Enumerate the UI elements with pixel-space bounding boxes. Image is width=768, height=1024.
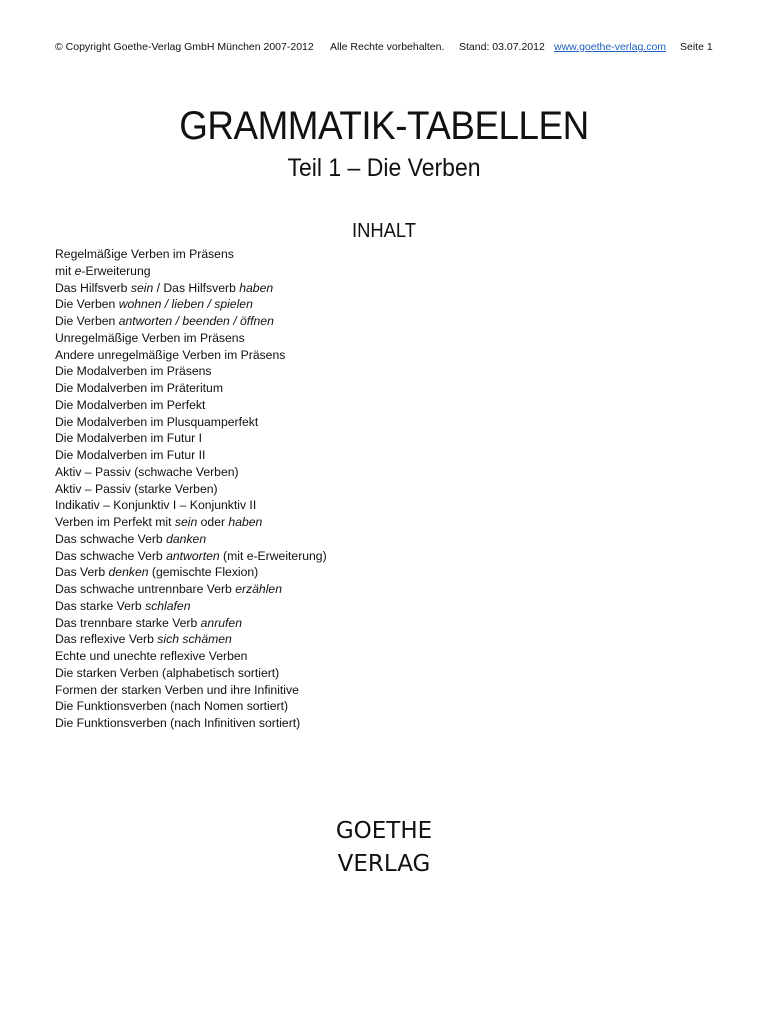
toc-item-text: Die starken Verben (alphabetisch sortiert) <box>55 665 280 680</box>
toc-item <box>55 246 695 263</box>
toc-item-text: oder <box>197 515 229 529</box>
toc-item-text: -Erweiterung <box>81 263 151 278</box>
page-number: Seite 1 <box>680 41 713 53</box>
copyright-notice: © Copyright Goethe-Verlag GmbH München 2007-2012 <box>55 41 314 53</box>
toc-heading: INHALT <box>351 220 417 242</box>
toc-item <box>55 581 695 598</box>
toc-item <box>55 698 695 715</box>
toc-item-text: Das schwache untrennbare Verb <box>55 582 236 596</box>
toc-item-text: Indikativ – Konjunktiv I – Konjunktiv II <box>55 498 257 513</box>
toc-item <box>55 548 695 565</box>
toc-item-italic-text: antworten / beenden / öffnen <box>118 314 274 328</box>
toc-item-italic-text: danken <box>166 531 207 546</box>
toc-item-text: Das reflexive Verb <box>55 632 158 647</box>
toc-item-italic-text: schlafen <box>145 598 191 613</box>
website-link[interactable]: www.goethe-verlag.com <box>554 41 667 53</box>
toc-item <box>55 497 695 514</box>
toc-item-text: / Das Hilfsverb <box>153 280 240 295</box>
logo-line-1: GOETHE <box>335 818 433 844</box>
toc-item-text: Verben im Perfekt mit <box>55 515 175 529</box>
toc-item-italic-text: haben <box>228 515 263 529</box>
toc-item <box>55 447 695 464</box>
toc-item <box>55 464 695 481</box>
toc-item <box>55 380 695 397</box>
toc-item <box>55 564 695 581</box>
toc-item-text: Die Modalverben im Plusquamperfekt <box>55 414 259 429</box>
toc-item <box>55 313 695 330</box>
toc-item <box>55 631 695 648</box>
toc-item <box>55 296 695 313</box>
date-stamp: Stand: 03.07.2012 <box>459 41 545 53</box>
toc-item-italic-text: wohnen / lieben / spielen <box>118 297 253 312</box>
toc-item-italic-text: sich schämen <box>157 632 232 647</box>
toc-item-italic-text: sein <box>174 515 198 529</box>
toc-item-text: Die Verben <box>55 297 119 312</box>
toc-item-text: Das schwache Verb <box>55 548 167 563</box>
toc-item-text: Aktiv – Passiv (schwache Verben) <box>55 464 239 479</box>
toc-item-text: Das schwache Verb <box>55 531 167 546</box>
logo-line-2: VERLAG <box>337 851 431 877</box>
toc-item-text: Andere unregelmäßige Verben im Präsens <box>55 347 286 362</box>
toc-item-text: mit <box>55 263 75 278</box>
toc-item-text: Die Modalverben im Präsens <box>55 364 212 379</box>
toc-item-text: Das Verb <box>55 565 109 580</box>
toc-item <box>55 598 695 615</box>
toc-item <box>55 531 695 548</box>
toc-item <box>55 481 695 498</box>
toc-item <box>55 615 695 632</box>
toc-item <box>55 430 695 447</box>
toc-item-italic-text: antworten <box>166 548 220 563</box>
toc-item <box>55 514 695 531</box>
toc-item <box>55 397 695 414</box>
toc-item-text: Die Funktionsverben (nach Infinitiven sortiert) <box>55 716 301 730</box>
toc-item-text: Die Verben <box>55 314 119 328</box>
toc-item-italic-text: erzählen <box>235 582 282 596</box>
document-subtitle: Teil 1 – Die Verben <box>287 154 481 182</box>
toc-item-text: Die Funktionsverben (nach Nomen sortiert) <box>55 699 289 714</box>
table-of-contents <box>55 246 695 732</box>
toc-item <box>55 263 695 280</box>
toc-item <box>55 280 695 297</box>
toc-item-italic-text: sein <box>130 280 154 295</box>
toc-item-text: Die Modalverben im Perfekt <box>55 397 206 412</box>
toc-item-italic-text: haben <box>239 280 274 295</box>
toc-item-text: Die Modalverben im Präteritum <box>55 381 223 395</box>
rights-notice: Alle Rechte vorbehalten. <box>330 41 445 53</box>
toc-item-italic-text: e <box>74 263 82 278</box>
toc-item <box>55 682 695 699</box>
toc-item-text: Regelmäßige Verben im Präsens <box>55 247 234 261</box>
toc-item <box>55 330 695 347</box>
toc-item-text: Aktiv – Passiv (starke Verben) <box>55 481 218 496</box>
toc-item-text: Unregelmäßige Verben im Präsens <box>55 330 245 345</box>
toc-item-text: (mit e-Erweiterung) <box>219 548 327 563</box>
toc-item-text: Das Hilfsverb <box>55 280 131 295</box>
toc-item-text: Das trennbare starke Verb <box>55 615 201 630</box>
toc-item-text: Die Modalverben im Futur I <box>55 431 202 446</box>
toc-item <box>55 363 695 380</box>
toc-item-text: Formen der starken Verben und ihre Infinitive <box>55 682 299 697</box>
toc-item-text: Echte und unechte reflexive Verben <box>55 649 248 663</box>
publisher-logo <box>0 815 768 881</box>
toc-item <box>55 414 695 431</box>
toc-item-italic-text: anrufen <box>200 615 242 630</box>
toc-item-text: (gemischte Flexion) <box>148 565 259 580</box>
toc-item-italic-text: denken <box>108 565 149 580</box>
toc-item <box>55 665 695 682</box>
toc-item <box>55 347 695 364</box>
toc-item-text: Die Modalverben im Futur II <box>55 448 206 462</box>
toc-item-text: Das starke Verb <box>55 598 146 613</box>
toc-item <box>55 648 695 665</box>
toc-item <box>55 715 695 732</box>
document-title: GRAMMATIK-TABELLEN <box>179 104 589 148</box>
